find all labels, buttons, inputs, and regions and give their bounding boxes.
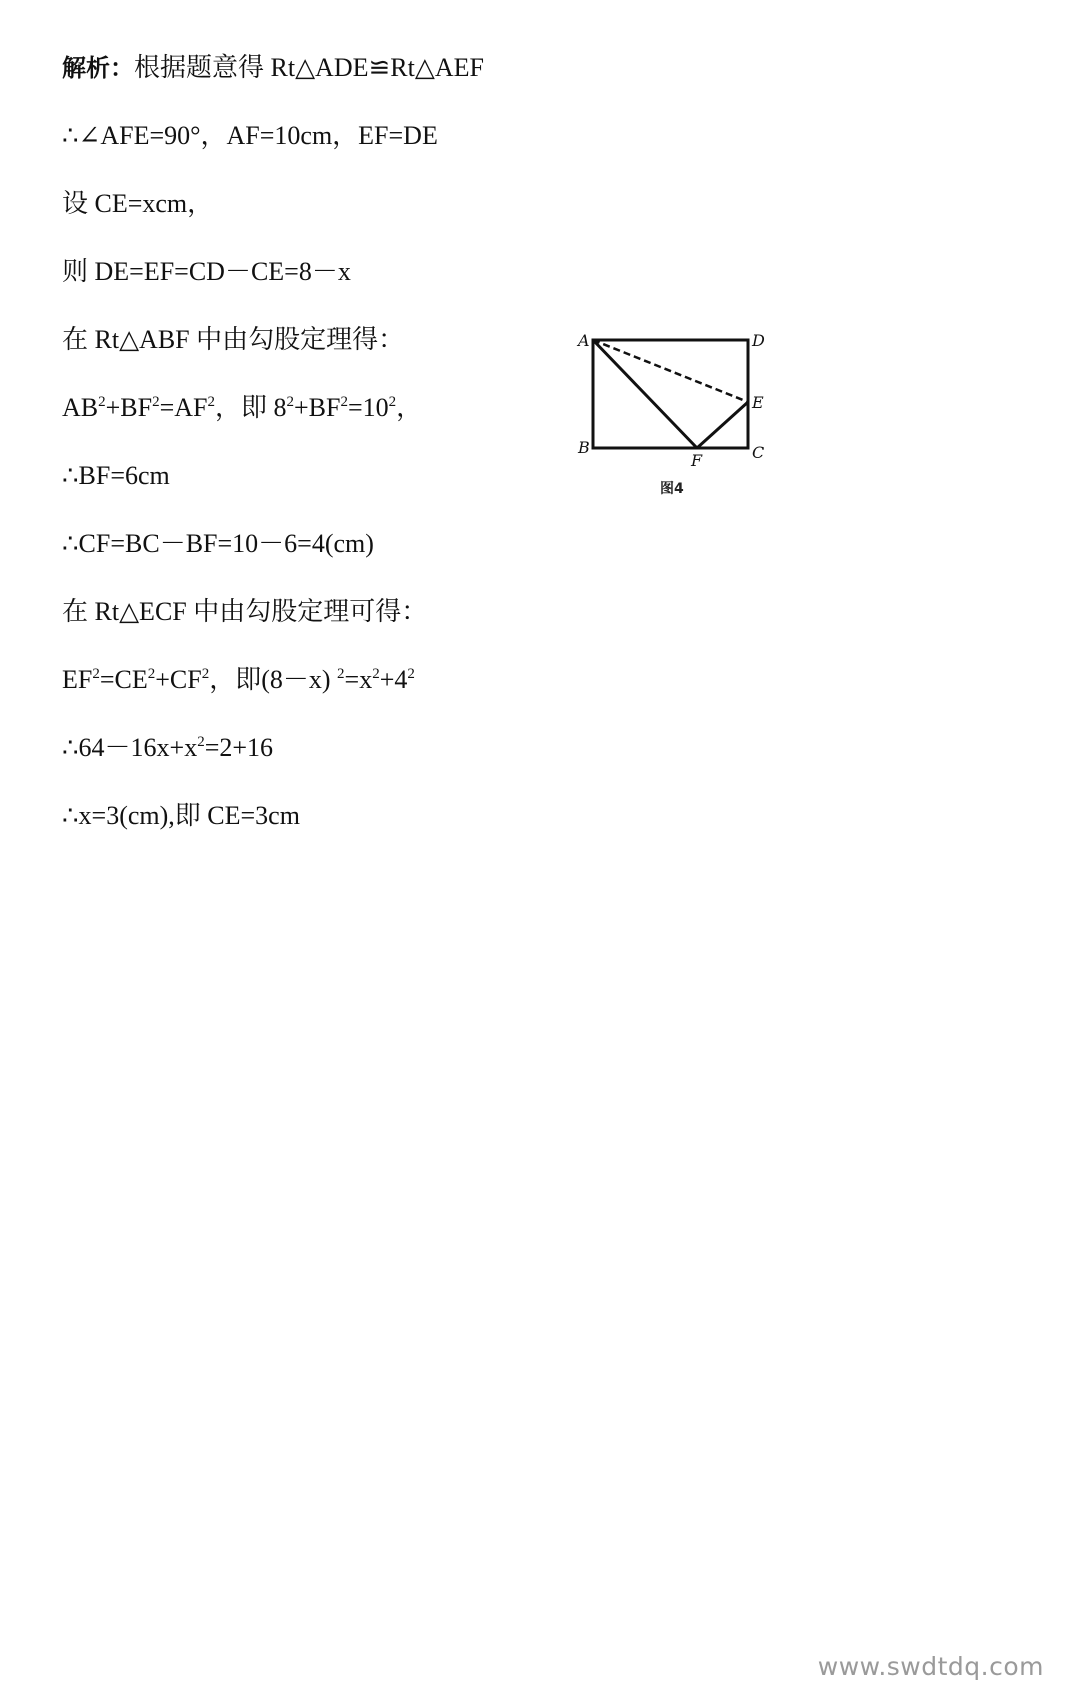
solution-line-8: ∴CF=BC－BF=10－6=4(cm) (62, 529, 374, 558)
watermark-url: www.swdtdq.com (817, 1652, 1044, 1681)
label-c: C (752, 443, 765, 462)
solution-heading: 解析： (62, 54, 134, 82)
eq-part: ，即(8－x) (209, 665, 338, 694)
solution-line-1-text: 根据题意得 Rt△ADE≌Rt△AEF (134, 53, 484, 82)
solution-line-12: ∴x=3(cm),即 CE=3cm (62, 801, 300, 830)
eq-part: ∴64－16x+x (62, 733, 198, 762)
solution-line-10 (62, 664, 415, 696)
solution-line-7: ∴BF=6cm (62, 461, 170, 490)
exponent: 2 (340, 394, 348, 410)
exponent: 2 (152, 394, 160, 410)
geometry-figure (560, 316, 790, 516)
solution-line-1 (62, 52, 484, 84)
solution-line-6 (62, 392, 422, 424)
exponent: 2 (372, 666, 380, 682)
eq-part: EF (62, 665, 93, 694)
label-a: A (578, 331, 590, 350)
eq-part: +BF (105, 393, 153, 422)
eq-part: =10 (347, 393, 389, 422)
eq-part: +CF (155, 665, 202, 694)
eq-part: ， (396, 393, 423, 422)
figure-svg (560, 316, 790, 516)
exponent: 2 (201, 666, 210, 682)
label-f: F (691, 451, 703, 470)
exponent: 2 (197, 734, 205, 750)
exponent: 2 (337, 666, 345, 682)
exponent: 2 (388, 394, 397, 410)
solution-line-3: 设 CE=xcm， (62, 189, 214, 218)
exponent: 2 (407, 666, 415, 682)
eq-part: =2+16 (204, 733, 274, 762)
exponent: 2 (147, 666, 156, 682)
exponent: 2 (98, 394, 106, 410)
label-b: B (578, 438, 590, 457)
eq-part: AB (62, 393, 99, 422)
solution-line-11 (62, 732, 273, 764)
eq-part: +4 (379, 665, 408, 694)
segment-ae-dashed (593, 340, 748, 402)
eq-part: =AF (159, 393, 208, 422)
solution-line-9: 在 Rt△ECF 中由勾股定理可得： (62, 597, 428, 626)
exponent: 2 (207, 394, 215, 410)
solution-line-5: 在 Rt△ABF 中由勾股定理得： (62, 325, 405, 354)
eq-part: +BF (294, 393, 341, 422)
exponent: 2 (286, 394, 295, 410)
eq-part: =CE (99, 665, 148, 694)
segment-fe (697, 402, 748, 448)
label-e: E (752, 393, 764, 412)
figure-caption: 图4 (660, 481, 684, 497)
solution-line-2: ∴∠AFE=90°，AF=10cm，EF=DE (62, 121, 438, 150)
rectangle-abcd (593, 340, 748, 448)
exponent: 2 (92, 666, 100, 682)
eq-part: ，即 8 (215, 393, 287, 422)
segment-af (593, 340, 697, 448)
eq-part: =x (344, 665, 373, 694)
label-d: D (752, 331, 765, 350)
solution-line-4: 则 DE=EF=CD－CE=8－x (62, 257, 351, 286)
